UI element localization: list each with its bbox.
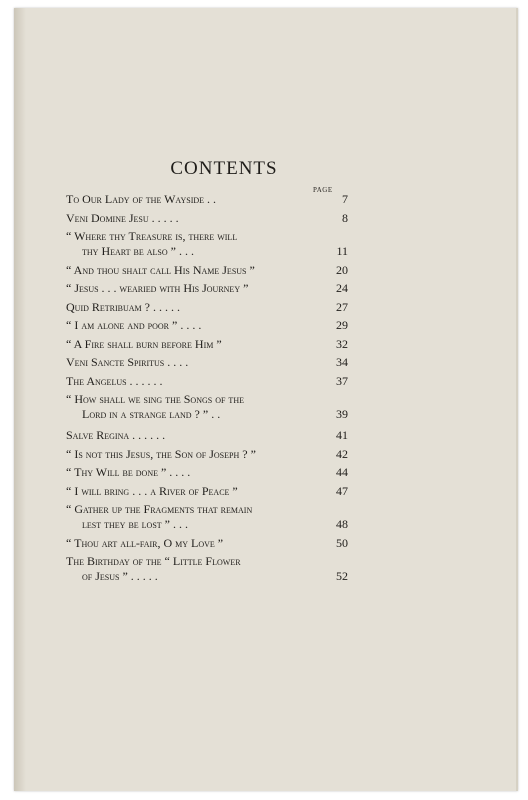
toc-entry-page-number: 8 (342, 211, 348, 225)
toc-entry-page-number: 50 (336, 536, 348, 550)
toc-entry-title-continued: Lord in a strange land ? ” . . (82, 407, 221, 421)
toc-entry-title: Veni Domine Jesu . . . . . (66, 211, 179, 225)
toc-entry-page-number: 7 (342, 192, 348, 206)
toc-entry (66, 428, 348, 443)
toc-entry-title: “ A Fire shall burn before Him ” (66, 337, 222, 351)
toc-entry-title: “ Gather up the Fragments that remain (66, 502, 253, 516)
toc-entry-page-number: 48 (336, 517, 348, 531)
toc-entry-title: “ I will bring . . . a River of Peace ” (66, 484, 238, 498)
toc-entry-page-number: 29 (336, 318, 348, 332)
toc-entry (66, 211, 348, 226)
toc-entry-title: Quid Retribuam ? . . . . . (66, 300, 180, 314)
toc-entry-page-number: 42 (336, 447, 348, 461)
toc-entry-title: “ I am alone and poor ” . . . . (66, 318, 202, 332)
toc-entry-title: Veni Sancte Spiritus . . . . (66, 355, 189, 369)
toc-entry (66, 502, 348, 532)
toc-entry (66, 300, 348, 315)
book-page (14, 8, 518, 791)
toc-entry (66, 263, 348, 278)
spine-shadow (14, 8, 26, 791)
toc-entry-page-number: 52 (336, 569, 348, 583)
toc-entry-page-number: 34 (336, 355, 348, 369)
toc-entry-title-continued: thy Heart be also ” . . . (82, 244, 194, 258)
toc-entry-title: “ Is not this Jesus, the Son of Joseph ? ” (66, 447, 256, 461)
toc-entry (66, 554, 348, 584)
toc-entry (66, 318, 348, 333)
toc-entry-title-continued: of Jesus ” . . . . . (82, 569, 158, 583)
toc-entry-page-number: 37 (336, 374, 348, 388)
toc-entry-page-number: 47 (336, 484, 348, 498)
toc-entry-title: “ And thou shalt call His Name Jesus ” (66, 263, 255, 277)
toc-entry-title: To Our Lady of the Wayside . . (66, 192, 217, 206)
toc-entry-title: “ Thou art all-fair, O my Love ” (66, 536, 224, 550)
toc-entry-page-number: 32 (336, 337, 348, 351)
toc-entry-page-number: 11 (336, 244, 348, 258)
contents-title: CONTENTS (170, 158, 278, 179)
toc-entry-page-number: 24 (336, 281, 348, 295)
toc-entry (66, 355, 348, 370)
toc-entry (66, 465, 348, 480)
toc-entry-title: “ How shall we sing the Songs of the (66, 392, 244, 406)
toc-entry (66, 229, 348, 259)
toc-entry (66, 392, 348, 422)
toc-entry (66, 374, 348, 389)
toc-entry (66, 192, 348, 207)
toc-entry-page-number: 39 (336, 407, 348, 421)
toc-entry-title: The Birthday of the “ Little Flower (66, 554, 241, 568)
toc-entry-title: Salve Regina . . . . . . (66, 428, 166, 442)
toc-entry (66, 281, 348, 296)
toc-entry (66, 484, 348, 499)
toc-entry-page-number: 44 (336, 465, 348, 479)
toc-entry (66, 337, 348, 352)
toc-entry (66, 536, 348, 551)
toc-entry-title: “ Where thy Treasure is, there will (66, 229, 238, 243)
toc-entry-title: “ Jesus . . . wearied with His Journey ” (66, 281, 249, 295)
toc-entry-page-number: 27 (336, 300, 348, 314)
toc-entry-page-number: 41 (336, 428, 348, 442)
page-column-label: PAGE (313, 186, 333, 194)
toc-entry-title: The Angelus . . . . . . (66, 374, 163, 388)
toc-entry-title: “ Thy Will be done ” . . . . (66, 465, 191, 479)
toc-entry-page-number: 20 (336, 263, 348, 277)
toc-entry (66, 447, 348, 462)
toc-entry-title-continued: lest they be lost ” . . . (82, 517, 188, 531)
